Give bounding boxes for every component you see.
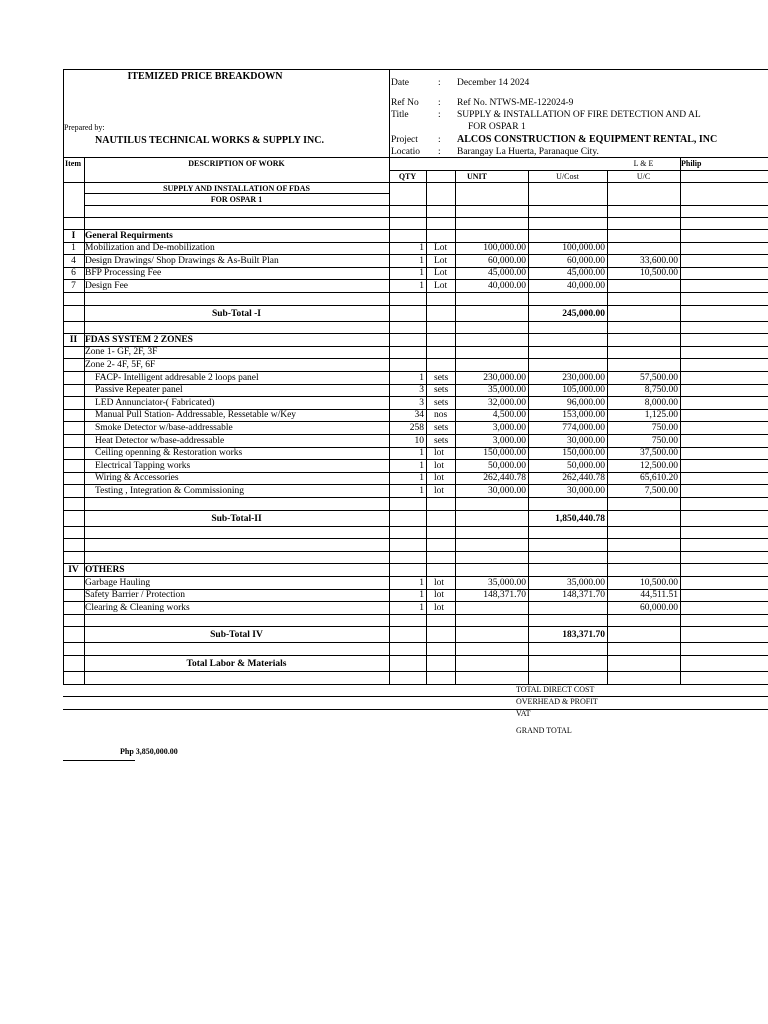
refno-value: Ref No. NTWS-ME-122024-9 (457, 98, 574, 108)
row-labor-equipment: 1,125.00 (644, 410, 678, 421)
col-description: DESCRIPTION OF WORK (188, 159, 285, 168)
row-labor-equipment: 57,500.00 (640, 372, 678, 383)
row-rule (63, 526, 768, 527)
row-unit: lot (434, 448, 445, 459)
row-amount: 30,000.00 (567, 435, 605, 446)
row-labor-equipment: 10,500.00 (640, 577, 678, 588)
row-labor-equipment: 750.00 (651, 435, 678, 446)
row-rule (63, 551, 768, 552)
row-unit-cost: 3,000.00 (492, 422, 526, 433)
row-description: Safety Barrier / Protection (85, 590, 185, 601)
row-unit-cost: 262,440.78 (483, 473, 526, 484)
row-rule (63, 696, 768, 697)
col-line-qty (426, 170, 427, 684)
row-description: Heat Detector w/base-addressable (95, 435, 225, 446)
column-subheader-rule (389, 170, 768, 171)
row-description: Smoke Detector w/base-addressable (95, 422, 233, 433)
row-description: FDAS SYSTEM 2 ZONES (85, 334, 193, 345)
row-unit-cost: 230,000.00 (483, 372, 526, 383)
row-qty: 1 (419, 372, 424, 383)
row-qty: 3 (419, 397, 424, 408)
row-rule (63, 655, 768, 656)
row-qty: 1 (419, 280, 424, 291)
table-bottom-rule (63, 709, 768, 710)
row-subtotal-label: Sub-Total-II (211, 513, 262, 524)
frame-top (63, 69, 768, 70)
row-unit: lot (434, 590, 445, 601)
row-description: LED Annunciator-( Fabricated) (95, 397, 215, 408)
title-value-1: SUPPLY & INSTALLATION OF FIRE DETECTION AND AL (457, 110, 701, 120)
location-colon: : (438, 147, 441, 157)
row-labor-equipment: 60,000.00 (640, 602, 678, 613)
row-qty: 1 (419, 590, 424, 601)
scope-line-1: SUPPLY AND INSTALLATION OF FDAS (163, 184, 310, 193)
row-description: OTHERS (85, 564, 125, 575)
row-amount: 774,000.00 (562, 422, 605, 433)
col-philip: Philip (681, 159, 702, 168)
row-amount: 45,000.00 (567, 268, 605, 279)
row-labor-equipment: 65,610.20 (640, 473, 678, 484)
row-rule (63, 626, 768, 627)
row-unit: lot (434, 460, 445, 471)
row-unit-cost: 60,000.00 (488, 255, 526, 266)
row-qty: 1 (419, 473, 424, 484)
row-unit: sets (434, 397, 449, 408)
row-rule (63, 292, 768, 293)
row-description: Design Drawings/ Shop Drawings & As-Built Plan (85, 255, 279, 266)
row-labor-equipment: 37,500.00 (640, 448, 678, 459)
row-qty: 258 (409, 422, 424, 433)
row-amount: 153,000.00 (562, 410, 605, 421)
row-rule (63, 305, 768, 306)
row-amount: 150,000.00 (562, 448, 605, 459)
row-unit: lot (434, 577, 445, 588)
row-unit: Lot (434, 243, 448, 254)
row-unit-cost: 45,000.00 (488, 268, 526, 279)
row-amount: 1,850,440.78 (555, 513, 605, 524)
date-value: December 14 2024 (457, 78, 530, 88)
row-unit-cost: 3,000.00 (492, 435, 526, 446)
column-header-bottom-rule (63, 182, 768, 183)
row-amount: 30,000.00 (567, 485, 605, 496)
document-title: ITEMIZED PRICE BREAKDOWN (127, 71, 283, 82)
row-labor-equipment: 8,000.00 (644, 397, 678, 408)
row-item-number: I (71, 230, 76, 241)
row-description: Testing , Integration & Commissioning (95, 485, 244, 496)
row-subtotal-label: Sub-Total -I (211, 308, 262, 319)
row-subtotal-label: Total Labor & Materials (186, 659, 287, 669)
row-rule (63, 321, 768, 322)
row-qty: 34 (414, 410, 424, 421)
row-item-number: 4 (71, 255, 76, 266)
row-amount: 96,000.00 (567, 397, 605, 408)
row-qty: 10 (414, 435, 424, 446)
vat-label: VAT (516, 709, 531, 718)
row-unit-cost: 100,000.00 (483, 243, 526, 254)
row-description: Ceiling openning & Restoration works (95, 448, 243, 459)
refno-label: Ref No (391, 98, 419, 108)
row-amount: 230,000.00 (562, 372, 605, 383)
row-amount: 105,000.00 (562, 385, 605, 396)
row-amount: 148,371.70 (562, 590, 605, 601)
location-label: Locatio (391, 147, 421, 157)
date-colon: : (438, 78, 441, 88)
col-unit: UNIT (466, 172, 487, 181)
row-qty: 1 (419, 485, 424, 496)
row-unit: lot (434, 473, 445, 484)
project-value: ALCOS CONSTRUCTION & EQUIPMENT RENTAL, INC (457, 134, 718, 145)
row-rule (63, 614, 768, 615)
row-rule (63, 497, 768, 498)
row-unit: sets (434, 385, 449, 396)
row-labor-equipment: 44,511.51 (640, 590, 678, 601)
row-unit-cost: 30,000.00 (488, 485, 526, 496)
refno-colon: : (438, 98, 441, 108)
row-amount: 40,000.00 (567, 280, 605, 291)
row-unit: sets (434, 422, 449, 433)
row-qty: 1 (419, 448, 424, 459)
location-value: Barangay La Huerta, Paranaque City. (457, 147, 599, 157)
row-description: BFP Processing Fee (85, 268, 162, 279)
row-description: Zone 1- GF, 2F, 3F (85, 347, 158, 358)
row-qty: 1 (419, 255, 424, 266)
row-labor-equipment: 12,500.00 (640, 460, 678, 471)
title-value-2: FOR OSPAR 1 (468, 122, 526, 132)
row-description: General Requirments (85, 230, 173, 241)
row-labor-equipment: 750.00 (651, 422, 678, 433)
grand-total-label: GRAND TOTAL (516, 726, 572, 735)
row-rule (63, 684, 768, 685)
row-rule (63, 642, 768, 643)
row-unit: lot (434, 485, 445, 496)
frame-left (63, 69, 64, 685)
row-labor-equipment: 10,500.00 (640, 268, 678, 279)
prepared-by-label: Prepared by: (64, 123, 105, 132)
row-description: Design Fee (85, 280, 129, 291)
row-description: Electrical Tapping works (95, 460, 191, 471)
row-description: Mobilization and De-mobilization (85, 243, 215, 254)
row-labor-equipment: 33,600.00 (640, 255, 678, 266)
row-amount: 60,000.00 (567, 255, 605, 266)
col-le: L & E (633, 159, 654, 168)
row-rule (63, 538, 768, 539)
col-ucost: U/Cost (556, 172, 579, 181)
row-unit-cost: 35,000.00 (488, 577, 526, 588)
title-colon: : (438, 110, 441, 120)
row-description: FACP- Intelligent addresable 2 loops panel (95, 372, 259, 383)
row-unit: Lot (434, 255, 448, 266)
row-rule (63, 671, 768, 672)
col-uc: U/C (636, 172, 651, 181)
row-item-number: 6 (71, 268, 76, 279)
row-amount: 35,000.00 (567, 577, 605, 588)
row-unit: sets (434, 372, 449, 383)
project-label: Project (391, 135, 418, 145)
row-unit: Lot (434, 268, 448, 279)
row-rule (63, 510, 768, 511)
row-unit-cost: 50,000.00 (488, 460, 526, 471)
row-item-number: 7 (71, 280, 76, 291)
company-name: NAUTILUS TECHNICAL WORKS & SUPPLY INC. (95, 135, 324, 146)
project-colon: : (438, 135, 441, 145)
row-description: Garbage Hauling (85, 577, 151, 588)
date-label: Date (391, 78, 409, 88)
row-unit-cost: 35,000.00 (488, 385, 526, 396)
scope-rule (84, 193, 389, 194)
row-labor-equipment: 7,500.00 (644, 485, 678, 496)
row-qty: 3 (419, 385, 424, 396)
row-description: Zone 2- 4F, 5F, 6F (85, 359, 156, 370)
row-qty: 1 (419, 577, 424, 588)
row-unit-cost: 4,500.00 (492, 410, 526, 421)
row-subtotal-label: Sub-Total IV (210, 630, 263, 641)
php-total: Php 3,850,000.00 (120, 747, 178, 756)
row-item-number: 1 (71, 243, 76, 254)
row-amount: 100,000.00 (562, 243, 605, 254)
col-qty: QTY (398, 172, 417, 181)
row-amount: 262,440.78 (562, 473, 605, 484)
row-unit: sets (434, 435, 449, 446)
scope-line-2: FOR OSPAR 1 (210, 195, 263, 204)
row-amount: 245,000.00 (562, 308, 605, 319)
row-amount: 50,000.00 (567, 460, 605, 471)
row-qty: 1 (419, 460, 424, 471)
title-label: Title (391, 110, 409, 120)
row-unit: nos (434, 410, 448, 421)
blank-rule-1 (63, 217, 768, 218)
row-description: Wiring & Accessories (95, 473, 179, 484)
row-unit: lot (434, 602, 445, 613)
row-description: Manual Pull Station- Addressable, Ressetable w/Key (95, 410, 297, 421)
php-total-underline (63, 760, 135, 761)
column-header-top-rule (63, 157, 768, 158)
row-item-number: II (69, 334, 78, 345)
row-unit-cost: 32,000.00 (488, 397, 526, 408)
col-item: Item (65, 159, 81, 168)
row-labor-equipment: 8,750.00 (644, 385, 678, 396)
row-unit-cost: 40,000.00 (488, 280, 526, 291)
scope-bottom-rule (84, 205, 768, 206)
row-description: Clearing & Cleaning works (85, 602, 190, 613)
row-qty: 1 (419, 268, 424, 279)
row-unit: Lot (434, 280, 448, 291)
row-unit-cost: 148,371.70 (483, 590, 526, 601)
overhead-profit-label: OVERHEAD & PROFIT (516, 697, 598, 706)
row-item-number: IV (68, 564, 79, 575)
row-description: Passive Repeater panel (95, 385, 183, 396)
row-unit-cost: 150,000.00 (483, 448, 526, 459)
row-qty: 1 (419, 243, 424, 254)
row-qty: 1 (419, 602, 424, 613)
total-direct-cost-label: TOTAL DIRECT COST (516, 685, 595, 694)
row-amount: 183,371.70 (562, 630, 605, 641)
